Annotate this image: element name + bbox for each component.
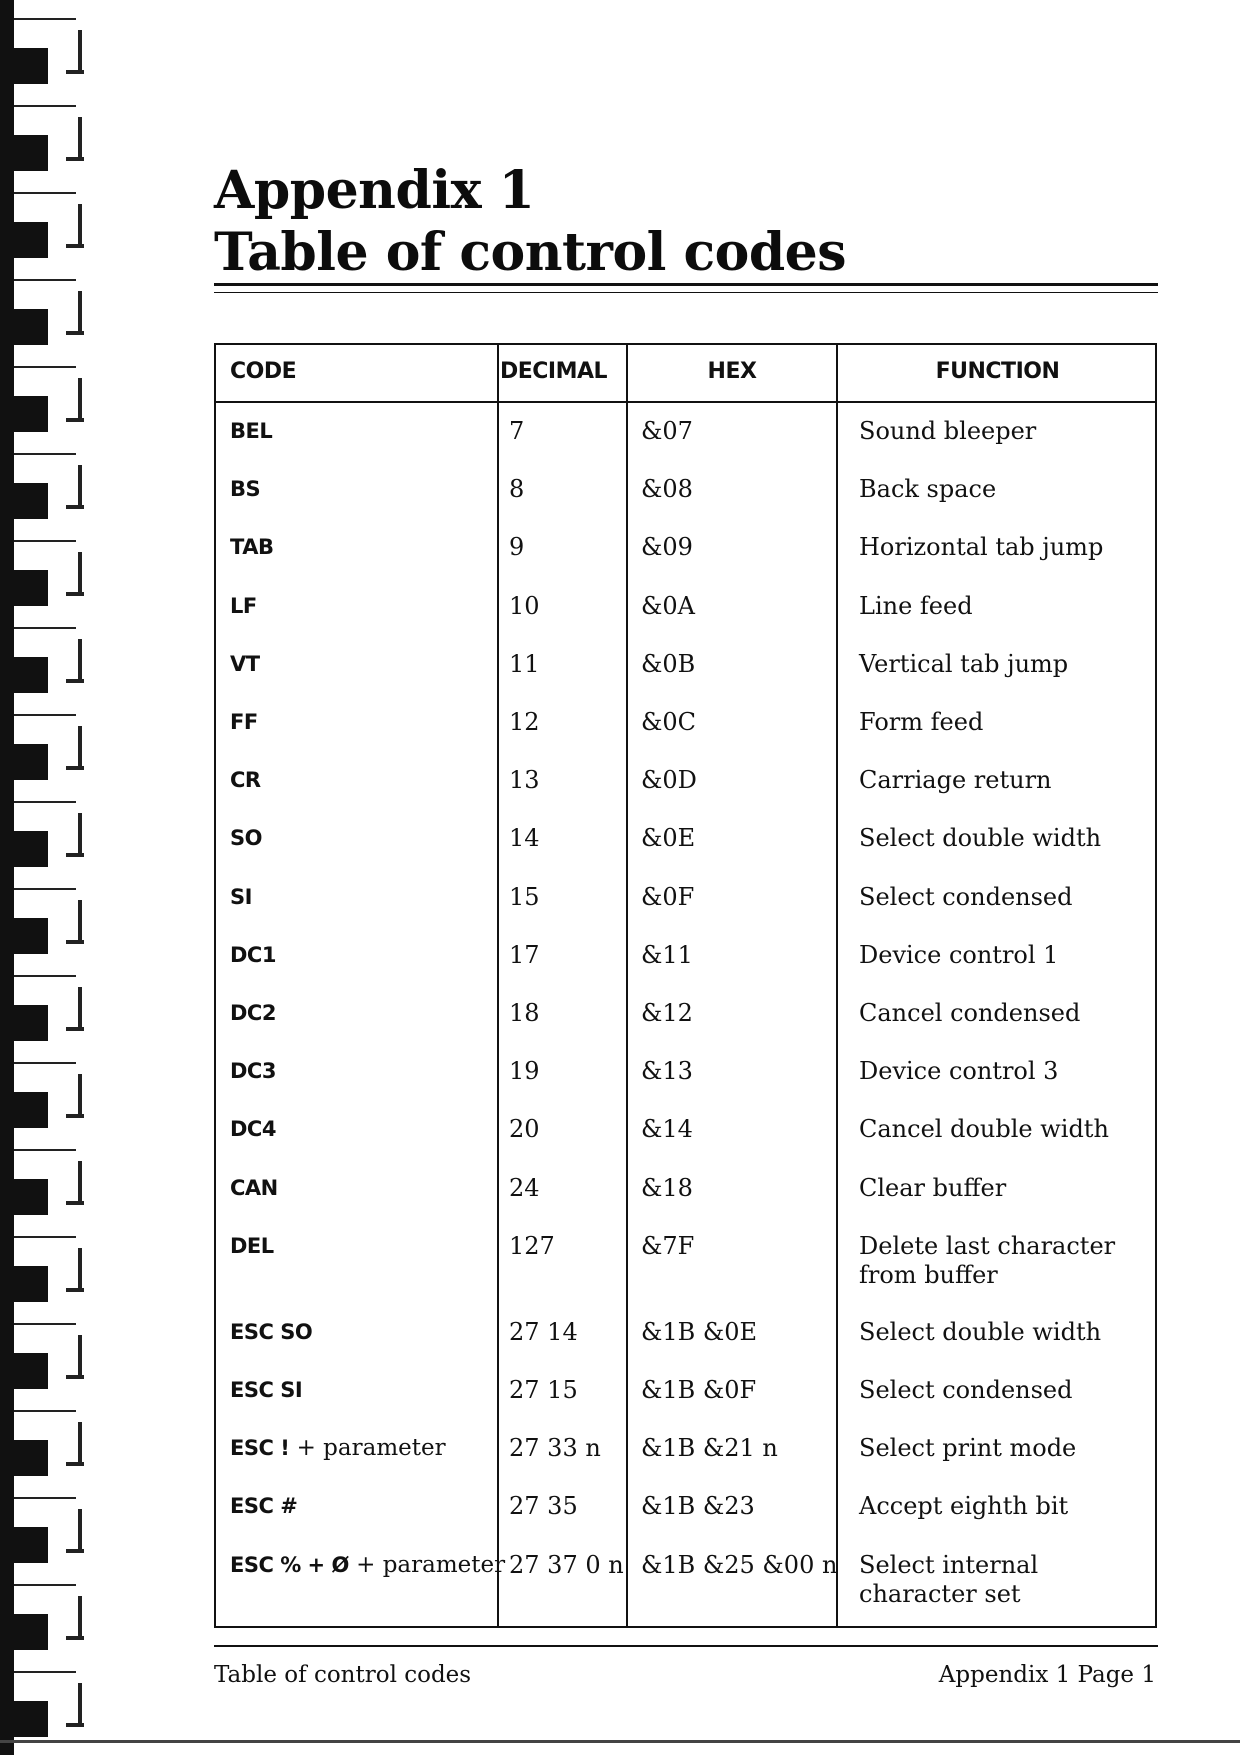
- binding-ring: [14, 965, 84, 1055]
- table-row: [216, 533, 1155, 591]
- cell-decimal: 14: [509, 824, 540, 853]
- binding-ring: [14, 1052, 84, 1142]
- cell-code: [230, 1492, 297, 1521]
- code-mnemonic: LF: [230, 593, 257, 618]
- table-row: [216, 883, 1155, 941]
- code-mnemonic: SI: [230, 884, 252, 909]
- binding-ring: [14, 1139, 84, 1229]
- cell-hex: &1B &0F: [641, 1376, 757, 1404]
- spiral-binding: [0, 0, 90, 1755]
- cell-hex: &0C: [641, 708, 696, 736]
- cell-hex: &07: [641, 417, 693, 445]
- cell-function: Delete last character from buffer: [859, 1231, 1116, 1289]
- binding-ring: [14, 269, 84, 359]
- cell-function: Cancel double width: [859, 1115, 1109, 1144]
- cell-code: [230, 824, 262, 853]
- binding-ring: [14, 1661, 84, 1751]
- cell-hex: &1B &21 n: [641, 1434, 778, 1463]
- binding-ring: [14, 704, 84, 794]
- header-divider: [216, 401, 1155, 403]
- cell-code: [230, 1174, 278, 1203]
- cell-code: [230, 533, 273, 562]
- cell-code: [230, 1551, 505, 1580]
- binding-ring: [14, 1574, 84, 1664]
- cell-function: Horizontal tab jump: [859, 533, 1104, 562]
- binding-spine: [0, 0, 14, 1755]
- code-mnemonic: DC4: [230, 1117, 276, 1142]
- table-row: [216, 708, 1155, 766]
- cell-hex: &08: [641, 475, 693, 504]
- cell-decimal: 127: [509, 1231, 555, 1260]
- page-bottom-edge: [0, 1740, 1240, 1743]
- cell-code: [230, 766, 261, 795]
- table-row: [216, 417, 1155, 475]
- header-code: CODE: [230, 359, 297, 384]
- cell-hex: &7F: [641, 1231, 695, 1260]
- cell-function: Select condensed: [859, 882, 1073, 911]
- cell-function: Accept eighth bit: [859, 1492, 1069, 1521]
- footer-page-number: Appendix 1 Page 1: [938, 1662, 1156, 1688]
- table-row: [216, 1318, 1155, 1376]
- cell-decimal: 15: [509, 882, 540, 911]
- binding-ring: [14, 878, 84, 968]
- cell-hex: &0B: [641, 649, 696, 678]
- table-row: [216, 592, 1155, 650]
- code-mnemonic: BEL: [230, 419, 273, 443]
- cell-hex: &0D: [641, 766, 697, 795]
- cell-function: Select print mode: [859, 1434, 1077, 1463]
- binding-ring: [14, 1313, 84, 1403]
- cell-decimal: 11: [509, 649, 540, 678]
- cell-decimal: 27 14: [509, 1317, 578, 1346]
- cell-function: Cancel condensed: [859, 999, 1081, 1027]
- heading-rule-thin: [214, 292, 1158, 293]
- table-row: [216, 1434, 1155, 1492]
- cell-code: [230, 1057, 276, 1086]
- cell-hex: &0F: [641, 882, 695, 911]
- binding-ring: [14, 443, 84, 533]
- cell-function: Carriage return: [859, 766, 1052, 795]
- cell-decimal: 8: [509, 475, 525, 504]
- binding-ring: [14, 791, 84, 881]
- cell-code: [230, 999, 276, 1028]
- table-row: [216, 475, 1155, 533]
- binding-ring: [14, 182, 84, 272]
- code-mnemonic: TAB: [230, 535, 274, 560]
- cell-decimal: 19: [509, 1057, 540, 1086]
- cell-hex: &13: [641, 1057, 693, 1086]
- appendix-title: Appendix 1: [214, 160, 535, 221]
- binding-ring: [14, 95, 84, 185]
- table-row: [216, 1174, 1155, 1232]
- table-row: [216, 941, 1155, 999]
- code-mnemonic: DEL: [230, 1233, 274, 1258]
- table-row: [216, 1492, 1155, 1550]
- cell-function: Device control 3: [859, 1057, 1059, 1086]
- cell-hex: &1B &23: [641, 1492, 755, 1521]
- cell-code: [230, 883, 252, 912]
- cell-decimal: 13: [509, 766, 540, 795]
- cell-function: Select internal character set: [859, 1550, 1039, 1608]
- page-title: Table of control codes: [214, 222, 847, 283]
- cell-hex: &14: [641, 1115, 693, 1144]
- cell-code: [230, 708, 258, 737]
- cell-function: Form feed: [859, 708, 984, 736]
- cell-function: Select condensed: [859, 1376, 1073, 1404]
- cell-decimal: 10: [509, 591, 540, 620]
- cell-hex: &1B &25 &00 n: [641, 1550, 838, 1579]
- cell-decimal: 27 33 n: [509, 1434, 601, 1463]
- binding-ring: [14, 1226, 84, 1316]
- code-mnemonic: ESC SO: [230, 1319, 313, 1344]
- table-row: [216, 1376, 1155, 1434]
- code-mnemonic: BS: [230, 477, 261, 502]
- cell-function: Sound bleeper: [859, 417, 1037, 445]
- table-row: [216, 1232, 1155, 1290]
- code-parameter: + parameter: [289, 1435, 446, 1462]
- page-heading: [214, 160, 1154, 284]
- code-mnemonic: CAN: [230, 1175, 278, 1200]
- binding-ring: [14, 1400, 84, 1490]
- code-mnemonic: ESC !: [230, 1436, 290, 1461]
- cell-code: [230, 1376, 302, 1405]
- cell-code: [230, 1318, 312, 1347]
- cell-hex: &11: [641, 940, 693, 969]
- table-row: [216, 766, 1155, 824]
- cell-code: [230, 941, 276, 970]
- code-mnemonic: FF: [230, 710, 258, 734]
- cell-code: [230, 417, 272, 446]
- cell-decimal: 27 15: [509, 1376, 578, 1404]
- cell-decimal: 18: [509, 999, 540, 1027]
- cell-function: Select double width: [859, 1317, 1102, 1346]
- cell-decimal: 12: [509, 708, 540, 736]
- cell-function: Back space: [859, 475, 997, 504]
- cell-decimal: 27 37 0 n: [509, 1550, 624, 1579]
- code-mnemonic: DC1: [230, 942, 276, 967]
- binding-ring: [14, 617, 84, 707]
- cell-code: [230, 475, 260, 504]
- table-row: [216, 650, 1155, 708]
- code-mnemonic: DC3: [230, 1059, 276, 1084]
- cell-hex: &18: [641, 1173, 693, 1202]
- cell-decimal: 9: [509, 533, 525, 562]
- code-parameter: + parameter: [348, 1551, 506, 1578]
- cell-function: Device control 1: [859, 940, 1059, 969]
- cell-code: [230, 592, 257, 621]
- code-mnemonic: CR: [230, 768, 261, 793]
- table-row: [216, 1551, 1155, 1609]
- footer-section-title: Table of control codes: [214, 1662, 472, 1688]
- cell-decimal: 7: [509, 417, 525, 445]
- cell-hex: &12: [641, 999, 693, 1027]
- table-row: [216, 999, 1155, 1057]
- control-codes-table: [214, 343, 1157, 1628]
- code-mnemonic: DC2: [230, 1001, 276, 1025]
- code-mnemonic: VT: [230, 651, 260, 676]
- heading-rule-thick: [214, 283, 1158, 286]
- code-mnemonic: SO: [230, 826, 262, 851]
- header-hex: HEX: [707, 359, 757, 384]
- cell-hex: &0A: [641, 591, 695, 620]
- code-mnemonic: ESC #: [230, 1494, 298, 1519]
- code-mnemonic: ESC SI: [230, 1378, 303, 1402]
- cell-function: Clear buffer: [859, 1173, 1007, 1202]
- binding-ring: [14, 8, 84, 98]
- cell-decimal: 20: [509, 1115, 540, 1144]
- cell-function: Line feed: [859, 591, 973, 620]
- footer-rule: [214, 1645, 1158, 1647]
- cell-decimal: 17: [509, 940, 540, 969]
- cell-decimal: 27 35: [509, 1492, 578, 1521]
- binding-ring: [14, 1487, 84, 1577]
- cell-code: [230, 1115, 276, 1144]
- cell-code: [230, 1232, 274, 1261]
- cell-code: [230, 1434, 446, 1463]
- binding-ring: [14, 530, 84, 620]
- table-row: [216, 1115, 1155, 1173]
- code-mnemonic: ESC % + Ø: [230, 1552, 349, 1577]
- header-function: FUNCTION: [935, 359, 1060, 384]
- table-row: [216, 1057, 1155, 1115]
- cell-hex: &0E: [641, 824, 696, 853]
- cell-hex: &1B &0E: [641, 1317, 758, 1346]
- cell-code: [230, 650, 260, 679]
- cell-function: Select double width: [859, 824, 1102, 853]
- header-decimal: DECIMAL: [500, 359, 608, 384]
- cell-function: Vertical tab jump: [859, 649, 1069, 678]
- cell-hex: &09: [641, 533, 693, 562]
- table-row: [216, 824, 1155, 882]
- binding-ring: [14, 356, 84, 446]
- cell-decimal: 24: [509, 1173, 540, 1202]
